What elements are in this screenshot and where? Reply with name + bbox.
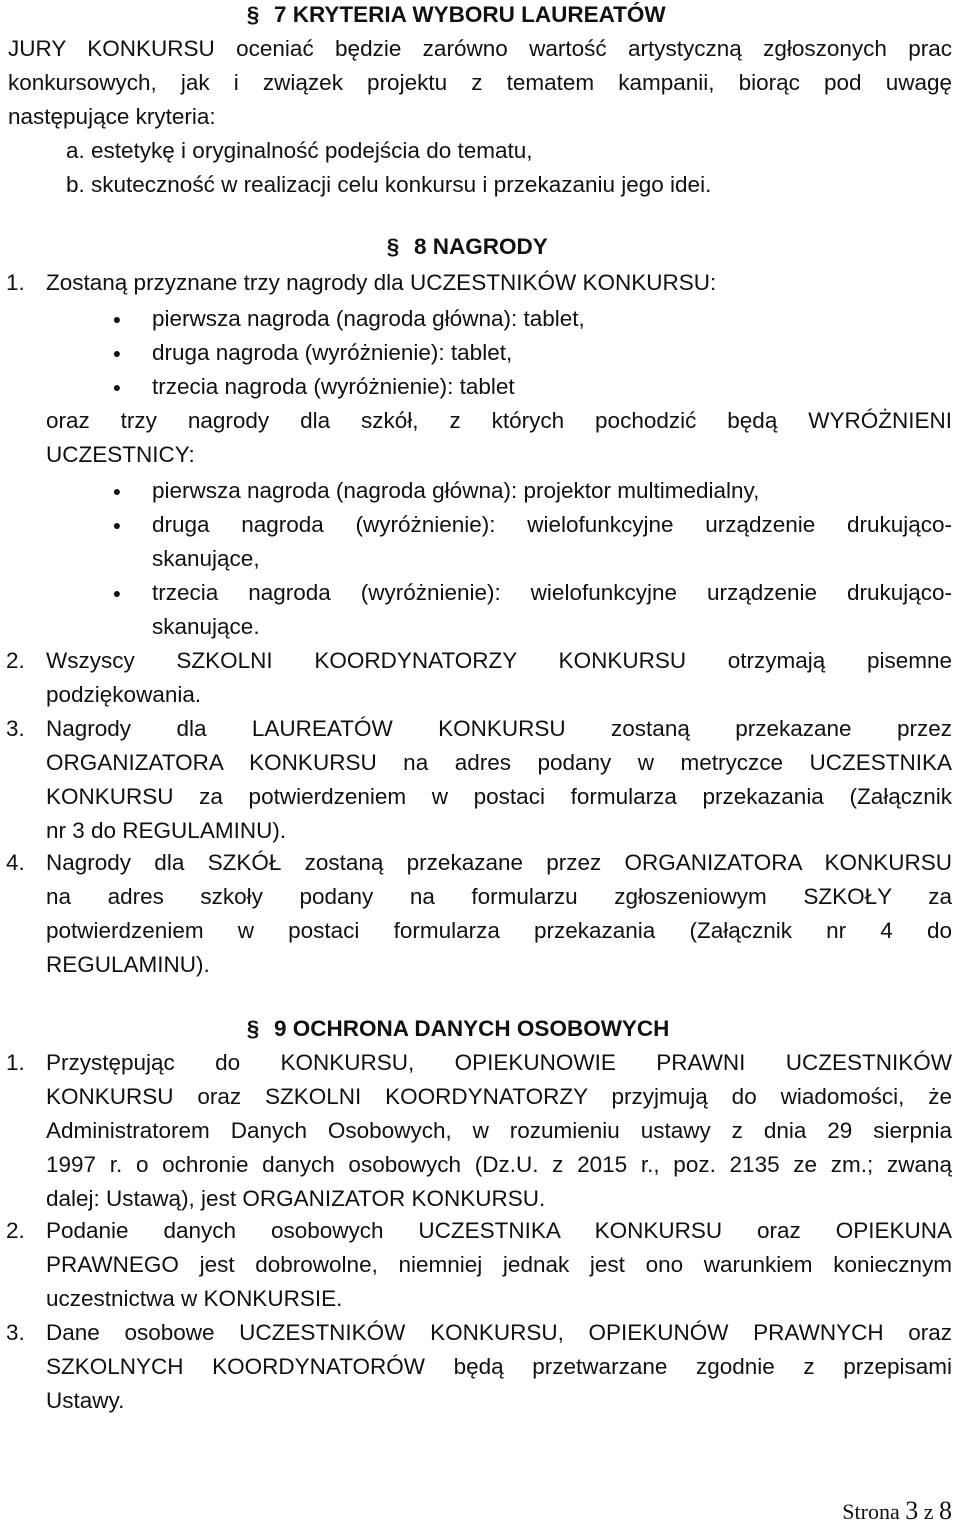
- paragraph-line: Wszyscy SZKOLNI KOORDYNATORZY KONKURSU otrzymają pisemne: [46, 648, 952, 673]
- paragraph-sign-icon: §: [246, 1016, 260, 1041]
- section-7-heading: [242, 0, 666, 30]
- bullet-icon: ●: [112, 345, 122, 361]
- bullet-icon: ●: [112, 311, 122, 327]
- list-number: 2.: [6, 1218, 25, 1243]
- list-number: 3.: [6, 1320, 25, 1345]
- prize-item: pierwsza nagroda (nagroda główna): tablet,: [152, 306, 585, 331]
- paragraph-line: nr 3 do REGULAMINU).: [46, 818, 287, 843]
- bullet-icon: ●: [112, 517, 122, 533]
- paragraph-line: Nagrody dla LAUREATÓW KONKURSU zostaną przekazane przez: [46, 716, 952, 741]
- schools-intro-line: oraz trzy nagrody dla szkół, z których pochodzić będą WYRÓŻNIENI: [46, 408, 952, 433]
- school-prize-item-cont: skanujące,: [152, 546, 260, 571]
- list-number: 1.: [6, 270, 25, 295]
- paragraph-line: KONKURSU oraz SZKOLNI KOORDYNATORZY przyjmują do wiadomości, że: [46, 1084, 952, 1109]
- schools-intro-line: UCZESTNICY:: [46, 442, 195, 467]
- list-number: 2.: [6, 648, 25, 673]
- bullet-icon: ●: [112, 585, 122, 601]
- section-7-title: 7 KRYTERIA WYBORU LAUREATÓW: [274, 2, 666, 27]
- criterion-item: b. skuteczność w realizacji celu konkursu i przekazaniu jego idei.: [66, 172, 712, 197]
- paragraph-line: Podanie danych osobowych UCZESTNIKA KONKURSU oraz OPIEKUNA: [46, 1218, 952, 1243]
- paragraph-line: SZKOLNYCH KOORDYNATORÓW będą przetwarzane zgodnie z przepisami: [46, 1354, 952, 1379]
- prize-intro: Zostaną przyznane trzy nagrody dla UCZESTNIKÓW KONKURSU:: [46, 270, 717, 295]
- paragraph-line: dalej: Ustawą), jest ORGANIZATOR KONKURSU.: [46, 1186, 546, 1211]
- section-9-heading: [242, 1014, 669, 1044]
- footer-prefix: Strona: [842, 1499, 906, 1524]
- paragraph-line: Administratorem Danych Osobowych, w rozumieniu ustawy z dnia 29 sierpnia: [46, 1118, 952, 1143]
- paragraph-line: PRAWNEGO jest dobrowolne, niemniej jednak jest ono warunkiem koniecznym: [46, 1252, 952, 1277]
- current-page-number: 3: [905, 1496, 919, 1525]
- list-number: 3.: [6, 716, 25, 741]
- school-prize-item: trzecia nagroda (wyróżnienie): wielofunkcyjne urządzenie drukująco-: [152, 580, 952, 605]
- section-7-intro-line: następujące kryteria:: [8, 104, 216, 129]
- paragraph-line: Przystępując do KONKURSU, OPIEKUNOWIE PRAWNI UCZESTNIKÓW: [46, 1050, 952, 1075]
- school-prize-item-cont: skanujące.: [152, 614, 260, 639]
- paragraph-line: 1997 r. o ochronie danych osobowych (Dz.U. z 2015 r., poz. 2135 ze zm.; zwaną: [46, 1152, 952, 1177]
- list-number: 4.: [6, 850, 25, 875]
- paragraph-line: REGULAMINU).: [46, 952, 210, 977]
- total-pages-number: 8: [939, 1496, 952, 1525]
- criterion-item: a. estetykę i oryginalność podejścia do tematu,: [66, 138, 533, 163]
- footer-middle: z: [918, 1499, 939, 1524]
- paragraph-line: podziękowania.: [46, 682, 202, 707]
- paragraph-line: ORGANIZATORA KONKURSU na adres podany w metryczce UCZESTNIKA: [46, 750, 952, 775]
- school-prize-item: druga nagroda (wyróżnienie): wielofunkcyjne urządzenie drukująco-: [152, 512, 952, 537]
- paragraph-line: na adres szkoły podany na formularzu zgłoszeniowym SZKOŁY za: [46, 884, 952, 909]
- section-7-intro-line: JURY KONKURSU oceniać będzie zarówno wartość artystyczną zgłoszonych prac: [8, 36, 952, 61]
- prize-item: druga nagroda (wyróżnienie): tablet,: [152, 340, 513, 365]
- prize-item: trzecia nagroda (wyróżnienie): tablet: [152, 374, 515, 399]
- paragraph-line: uczestnictwa w KONKURSIE.: [46, 1286, 343, 1311]
- page-footer: [842, 1496, 952, 1526]
- paragraph-line: Nagrody dla SZKÓŁ zostaną przekazane przez ORGANIZATORA KONKURSU: [46, 850, 952, 875]
- paragraph-line: Ustawy.: [46, 1388, 125, 1413]
- section-8-heading: [382, 232, 548, 262]
- section-9-title: 9 OCHRONA DANYCH OSOBOWYCH: [274, 1016, 670, 1041]
- school-prize-item: pierwsza nagroda (nagroda główna): projektor multimedialny,: [152, 478, 760, 503]
- paragraph-sign-icon: §: [246, 2, 260, 27]
- section-8-title: 8 NAGRODY: [414, 234, 548, 259]
- bullet-icon: ●: [112, 379, 122, 395]
- paragraph-line: potwierdzeniem w postaci formularza przekazania (Załącznik nr 4 do: [46, 918, 952, 943]
- bullet-icon: ●: [112, 483, 122, 499]
- list-number: 1.: [6, 1050, 25, 1075]
- paragraph-sign-icon: §: [386, 234, 400, 259]
- section-7-intro-line: konkursowych, jak i związek projektu z tematem kampanii, biorąc pod uwagę: [8, 70, 952, 95]
- paragraph-line: Dane osobowe UCZESTNIKÓW KONKURSU, OPIEKUNÓW PRAWNYCH oraz: [46, 1320, 952, 1345]
- paragraph-line: KONKURSU za potwierdzeniem w postaci formularza przekazania (Załącznik: [46, 784, 952, 809]
